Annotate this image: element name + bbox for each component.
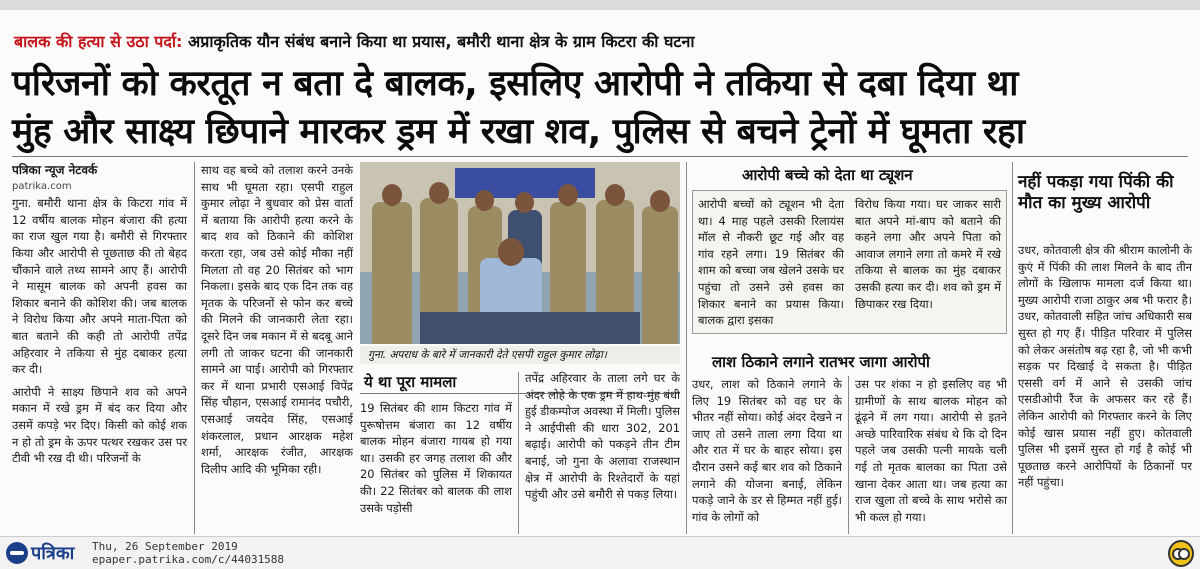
body-column-1-text: उधर, लाश को ठिकाने लगाने के लिए 19 सितंबर को वह घर के भीतर नहीं सोया। कोई अंदर देखने न जाए तो उसने ताला लगा दिया था और रात में घर के बाहर सोया। इस दौरान उसने कई बार शव को ठिकाने लगाने की योजना बनाई, लेकिन पकड़े जाने के डर से हिम्मत नहीं हुई। गांव के लोगों को bbox=[692, 377, 842, 524]
case-column-1-text: 19 सितंबर की शाम किटरा गांव में पुरूषोत्तम बंजारा का 12 वर्षीय बालक मोहन बंजारा गायब हो गया था। उसकी हर जगह तलाश की और 20 सितंबर को पुलिस में शिकायत की। 22 सितंबर को बालक की लाश उसके पड़ोसी bbox=[360, 401, 512, 515]
headline-line-2: मुंह और साक्ष्य छिपाने मारकर ड्रम में रखा शव, पुलिस से बचने ट्रेनों में घूमता रहा bbox=[12, 111, 1025, 152]
tuition-column-2 bbox=[855, 196, 1001, 330]
owl-mascot-icon bbox=[1168, 540, 1194, 567]
column-1 bbox=[12, 162, 187, 534]
tuition-column-1-text: आरोपी बच्चों को ट्यूशन भी देता था। 4 माह पहले उसकी रिलायंस मॉल से नौकरी छूट गई और वह गांव रहने लगा। 19 सितंबर की शाम को बच्चा जब खेलने उसके घर पहुंचा तो उसने उसे हवस का शिकार बनाने का प्रयास किया। बालक द्वारा इसका bbox=[698, 197, 844, 328]
column-2 bbox=[201, 162, 353, 534]
tuition-column-1 bbox=[698, 196, 844, 330]
body-column-2 bbox=[855, 376, 1007, 534]
body-column-1 bbox=[692, 376, 842, 534]
subhead-body-disposal: लाश ठिकाने लगाने रातभर जागा आरोपी bbox=[712, 353, 930, 371]
byline-website: patrika.com bbox=[12, 180, 72, 192]
column-divider bbox=[194, 162, 195, 534]
case-column-2 bbox=[525, 370, 680, 534]
byline: पत्रिका न्यूज नेटवर्क bbox=[12, 163, 98, 177]
side-story-text: उधर, कोतवाली क्षेत्र की श्रीराम कालोनी के कुएं में पिंकी की लाश मिलने के बाद तीन लोगों के खिलाफ मामला दर्ज किया था। मुख्य आरोपी राजा ठाकुर अब भी फरार है। उधर, कोतवाली सहित जांच अधिकारी सब सुस्त हो गए हैं। पीड़ित परिवार में पुलिस को लेकर असंतोष बढ़ रहा है, जो भी कभी सड़क पर दिखाई दे सकता है। पीड़ित एससी वर्ग में आने से उसकी जांच एसडीओपी रैंज के अफसर कर रहे हैं। लेकिन आरोपी को गिरफ्तार करने के लिए कोई खास प्रयास नहीं हुए। कोतवाली पुलिस भी इसमें सुस्त हो गई है कोई भी पूछताछ करने आरोपियों के ठिकानों पर नहीं पहुंचा। bbox=[1018, 243, 1192, 490]
column-1-paragraph-2: आरोपी ने साक्ष्य छिपाने शव को अपने मकान में रखे ड्रम में बंद कर दिया और उसमें कपड़े भर दिए। किसी को कोई शक न हो तो ड्रम के ऊपर पत्थर रखकर उस पर टीवी भी रख दी थी। परिजनों के bbox=[12, 384, 187, 466]
patrika-logo-text: पत्रिका bbox=[31, 543, 75, 564]
epaper-meta bbox=[92, 540, 284, 566]
body-column-divider bbox=[848, 376, 849, 534]
patrika-logo-icon bbox=[6, 542, 28, 564]
page-top-strip bbox=[0, 0, 1200, 10]
subhead-case: ये था पूरा मामला bbox=[364, 373, 457, 391]
headline-divider bbox=[12, 156, 1188, 157]
epaper-footer bbox=[0, 536, 1200, 569]
headline-line-1: परिजनों को करतूत न बता दे बालक, इसलिए आरोपी ने तकिया से दबा दिया था bbox=[12, 63, 1019, 104]
edition-date: Thu, 26 September 2019 bbox=[92, 540, 238, 553]
patrika-logo[interactable] bbox=[6, 541, 74, 565]
case-column-2-text: तपेंद्र अहिरवार के ताला लगे घर के अंदर लोहे के एक ड्रम में हाथ-मुंह बंधी हुई डीकम्पोज अवस्था में मिली। पुलिस ने आईपीसी की धारा 302, 201 बढ़ाई। आरोपी को पकड़ने तीन टीम बनाई, जो गुना के अलावा राजस्थान क्षेत्र में आरोपी के रिश्तेदारों के यहां पहुंची और उसे बमौरी से पकड़ लिया। bbox=[525, 371, 680, 502]
side-story-heading: नहीं पकड़ा गया पिंकी की मौत का मुख्य आरोपी bbox=[1018, 172, 1174, 213]
section-divider bbox=[686, 162, 687, 534]
column-2-paragraph: साथ वह बच्चे को तलाश करने उनके साथ भी घूमता रहा। एसपी राहुल कुमार लोढ़ा ने बुधवार को प्रेस वार्ता में बताया कि आरोपी हत्या करने के बाद शव को ठिकाने की कोशिश करता रहा, जब उसे कोई मौका नहीं मिलता तो वह 20 सितंबर को भाग निकला। इसके बाद एक दिन तक वह मृतक के परिजनों से फोन कर बच्चे की मिलने की जानकारी लेता रहा। दूसरे दिन जब मकान में से बदबू आने लगी तो जाकर घटना की जानकारी सामने आ पाई। आरोपी को गिरफ्तार कर में थाना प्रभारी एसआई विपेंद्र सिंह चौहान, एसआई रामानंद पचौरी, एसआई जयदेव सिंह, एसआई शंकरलाल, प्रधान आरक्षक महेश शर्मा, आरक्षक रंजीत, आरक्षक दिलीप आदि की भूमिका रही। bbox=[201, 163, 353, 476]
press-conference-photo bbox=[360, 162, 680, 344]
column-1-paragraph-1: गुना. बमौरी थाना क्षेत्र के किटरा गांव में 12 वर्षीय बालक मोहन बंजारा की हत्या का राज खुल गया है। बमौरी से गिरफ्तार किया और आरोपी से पूछताछ की तो बेहद चौंकाने वाले तथ्य सामने आए हैं। आरोपी ने मासूम बालक को अपनी हवस का शिकार बनाने की कोशिश की। जब बालक ने विरोध किया और अपने माता-पिता को बात बताने की कही तो आरोपी तपेंद्र अहिरवार ने तकिया से मुंह दबाकर हत्या कर दी। bbox=[12, 196, 187, 377]
side-story-column bbox=[1018, 242, 1192, 534]
case-column-divider bbox=[518, 372, 519, 534]
photo-caption: गुना. अपराध के बारे में जानकारी देते एसपी राहुल कुमार लोढ़ा। bbox=[360, 346, 680, 364]
case-column-1 bbox=[360, 400, 512, 534]
tuition-column-2-text: विरोध किया गया। घर जाकर सारी बात अपने मां-बाप को बताने की कहने लगा और अपने पिता को आवाज लगाने लगा तो कमरे में रखे तकिया से बालक का मुंह दबाकर उसकी हत्या कर दी। शव को ड्रम में छिपाकर रख दिया। bbox=[855, 197, 1001, 311]
subhead-tuition: आरोपी बच्चे को देता था ट्यूशन bbox=[742, 166, 913, 184]
kicker-label: बालक की हत्या से उठा पर्दा: bbox=[14, 32, 183, 51]
epaper-url[interactable]: epaper.patrika.com/c/44031588 bbox=[92, 553, 285, 566]
kicker-text: अप्राकृतिक यौन संबंध बनाने किया था प्रयास, बमौरी थाना क्षेत्र के ग्राम किटरा की घटना bbox=[188, 32, 695, 51]
side-column-divider bbox=[1012, 162, 1013, 534]
body-column-2-text: उस पर शंका न हो इसलिए वह भी ग्रामीणों के साथ बालक मोहन को ढूंढ़ने में लग गया। आरोपी से इतने अच्छे पारिवारिक संबंध थे कि दो दिन पहले जब उसकी पत्नी मायके चली गई तो मृतक बालका का पिता उसे खाना देकर आता था। जब हत्या का राज खुला तो बच्चे के साथ भरोसे का भी कत्ल हो गया। bbox=[855, 377, 1007, 524]
kicker bbox=[14, 30, 695, 52]
